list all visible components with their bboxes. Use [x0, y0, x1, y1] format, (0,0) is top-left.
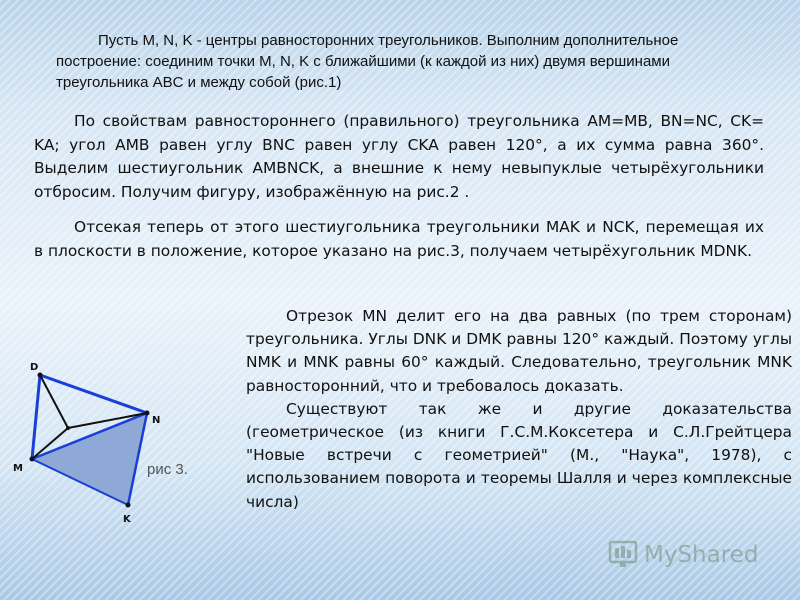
- figure-3-diagram: [10, 358, 240, 533]
- vertex-center: [66, 426, 70, 430]
- label-n: N: [152, 415, 161, 426]
- paragraph-4: Существуют так же и другие доказательства (геометрическое (из книги Г.С.М.Коксетера и С.Л.Грейтцера "Новые встречи с геометрией" (М., "Наука", 1978), с использованием поворота и теоремы Шалля и через комплексные числа): [246, 399, 792, 511]
- intro-text: [56, 30, 746, 93]
- bar-1: [615, 548, 619, 558]
- bar-3: [627, 550, 631, 558]
- paragraph-3: Отрезок MN делит его на два равных (по трем сторонам) треугольника. Углы DNK и DMK равны 120° каждый. Поэтому углы NMK и MNK равны 60° каждый. Следовательно, треугольник MNK равносторонний, что и требовалось доказать.: [246, 307, 792, 395]
- paragraph-properties: [34, 110, 764, 204]
- vertex-d: [38, 373, 43, 378]
- label-m: M: [13, 463, 23, 474]
- figure-3: [10, 358, 240, 533]
- figure-caption: рис 3.: [147, 461, 188, 478]
- paragraph-2: Отсекая теперь от этого шестиугольника треугольники MAK и NCK, перемещая их в плоскости в положение, которое указано на рис.3, получаем четырёхугольник MDNK.: [34, 218, 764, 260]
- watermark-text: MyShared: [644, 542, 759, 568]
- paragraph-1: По свойствам равностороннего (правильного) треугольника AM=MB, BN=NC, CK= KA; угол AMB равен углу BNC равен углу CKA равен 120°, а их сумма равна 360°. Выделим шестиугольник AMBNCK, а внешние к нему невыпуклые четырёхугольники отбросим. Получим фигуру, изображённую на рис.2 .: [34, 112, 764, 201]
- right-column-text: [246, 305, 792, 514]
- intro-paragraph: Пусть M, N, K - центры равносторонних треугольников. Выполним дополнительное построение: соединим точки M, N, K с ближайшими (к каждой из них) двумя вершинами треугольника ABC и между собой (рис.1): [56, 32, 679, 91]
- paragraph-cut: [34, 216, 764, 263]
- vertex-k: [126, 503, 131, 508]
- label-k: K: [123, 514, 131, 525]
- edge-dm: [32, 375, 40, 459]
- watermark: [604, 536, 774, 576]
- vertex-m: [30, 457, 35, 462]
- monitor-stand: [620, 562, 626, 567]
- vertex-n: [145, 411, 150, 416]
- watermark-logo: [604, 536, 774, 576]
- bar-2: [621, 546, 625, 558]
- label-d: D: [30, 362, 39, 373]
